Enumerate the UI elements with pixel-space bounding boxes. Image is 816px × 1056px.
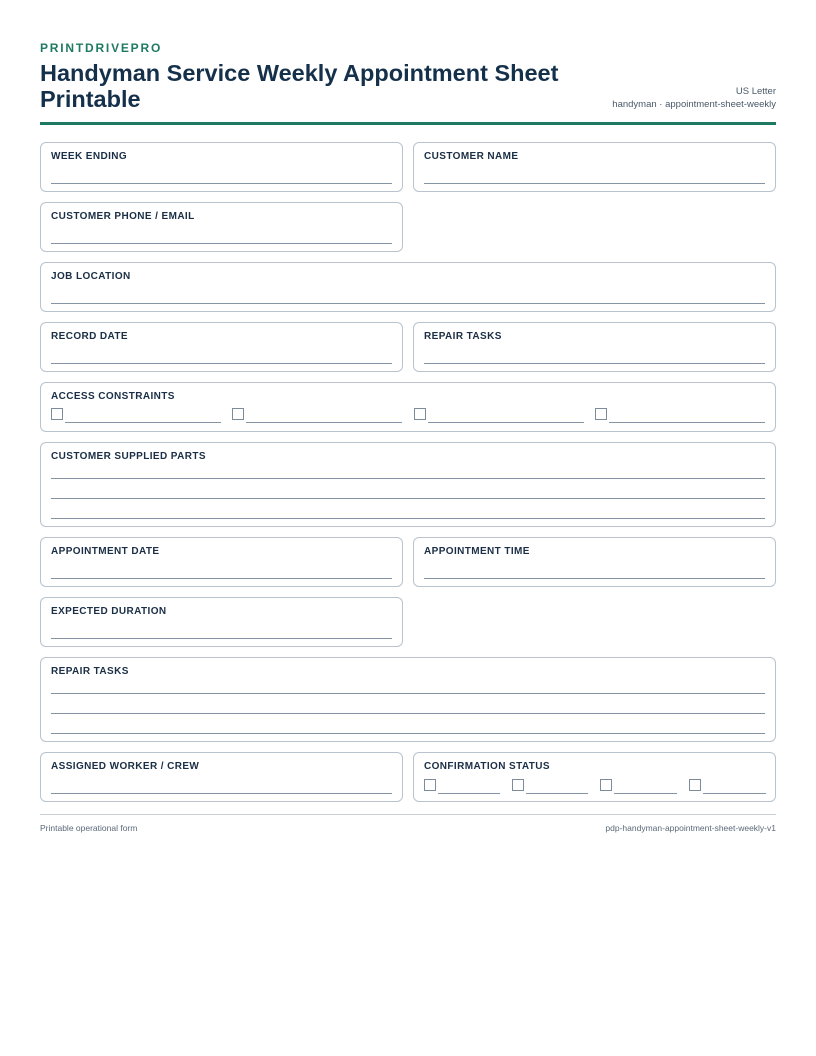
assigned-worker-crew-input-line[interactable] xyxy=(51,793,392,794)
header-divider xyxy=(40,122,776,125)
appointment-time-field xyxy=(413,537,776,587)
appointment-time-label: APPOINTMENT TIME xyxy=(424,546,530,557)
customer-name-field xyxy=(413,142,776,192)
customer-phone-email-label: CUSTOMER PHONE / EMAIL xyxy=(51,211,195,222)
job-location-label: JOB LOCATION xyxy=(51,271,131,282)
confirmation-checkbox-1[interactable] xyxy=(424,779,436,791)
access-constraints-field xyxy=(40,382,776,432)
access-constraint-checkbox-1[interactable] xyxy=(51,408,63,420)
repair-tasks-long-field xyxy=(40,657,776,742)
access-constraint-checkbox-3[interactable] xyxy=(414,408,426,420)
record-date-label: RECORD DATE xyxy=(51,331,128,342)
confirmation-line-2[interactable] xyxy=(526,793,588,794)
access-constraint-checkbox-2[interactable] xyxy=(232,408,244,420)
footer-divider xyxy=(40,814,776,815)
brand-name: PRINTDRIVEPRO xyxy=(40,41,163,55)
assigned-worker-crew-label: ASSIGNED WORKER / CREW xyxy=(51,761,200,772)
form-id: pdp-handyman-appointment-sheet-weekly-v1 xyxy=(605,823,776,833)
access-constraint-line-1[interactable] xyxy=(65,422,221,423)
repair-tasks-long-label: REPAIR TASKS xyxy=(51,666,129,677)
customer-name-label: CUSTOMER NAME xyxy=(424,151,519,162)
expected-duration-field xyxy=(40,597,403,647)
confirmation-checkbox-4[interactable] xyxy=(689,779,701,791)
confirmation-line-3[interactable] xyxy=(614,793,677,794)
access-constraint-line-3[interactable] xyxy=(428,422,584,423)
repair-tasks-line-2[interactable] xyxy=(51,713,765,714)
customer-supplied-parts-field xyxy=(40,442,776,527)
job-location-field xyxy=(40,262,776,312)
expected-duration-input-line[interactable] xyxy=(51,638,392,639)
page-title: Handyman Service Weekly Appointment Sheet Printable xyxy=(40,60,559,112)
paper-size: US Letter xyxy=(735,86,776,97)
confirmation-status-field xyxy=(413,752,776,802)
repair-tasks-short-input-line[interactable] xyxy=(424,363,765,364)
customer-supplied-parts-line-2[interactable] xyxy=(51,498,765,499)
appointment-time-input-line[interactable] xyxy=(424,578,765,579)
week-ending-field xyxy=(40,142,403,192)
customer-supplied-parts-line-3[interactable] xyxy=(51,518,765,519)
repair-tasks-short-field xyxy=(413,322,776,372)
confirmation-checkbox-2[interactable] xyxy=(512,779,524,791)
job-location-input-line[interactable] xyxy=(51,303,765,304)
assigned-worker-crew-field xyxy=(40,752,403,802)
access-constraints-label: ACCESS CONSTRAINTS xyxy=(51,391,175,402)
access-constraint-checkbox-4[interactable] xyxy=(595,408,607,420)
appointment-date-label: APPOINTMENT DATE xyxy=(51,546,160,557)
confirmation-line-4[interactable] xyxy=(703,793,766,794)
customer-name-input-line[interactable] xyxy=(424,183,765,184)
customer-phone-email-input-line[interactable] xyxy=(51,243,392,244)
repair-tasks-line-1[interactable] xyxy=(51,693,765,694)
appointment-date-field xyxy=(40,537,403,587)
confirmation-checkbox-3[interactable] xyxy=(600,779,612,791)
record-date-input-line[interactable] xyxy=(51,363,392,364)
customer-phone-email-field xyxy=(40,202,403,252)
repair-tasks-line-3[interactable] xyxy=(51,733,765,734)
confirmation-status-label: CONFIRMATION STATUS xyxy=(424,761,550,772)
confirmation-line-1[interactable] xyxy=(438,793,500,794)
appointment-date-input-line[interactable] xyxy=(51,578,392,579)
document-meta xyxy=(612,85,776,111)
customer-supplied-parts-label: CUSTOMER SUPPLIED PARTS xyxy=(51,451,206,462)
access-constraint-line-2[interactable] xyxy=(246,422,402,423)
footer-description: Printable operational form xyxy=(40,823,138,833)
repair-tasks-short-label: REPAIR TASKS xyxy=(424,331,502,342)
access-constraint-line-4[interactable] xyxy=(609,422,765,423)
week-ending-label: WEEK ENDING xyxy=(51,151,128,162)
week-ending-input-line[interactable] xyxy=(51,183,392,184)
record-date-field xyxy=(40,322,403,372)
customer-supplied-parts-line-1[interactable] xyxy=(51,478,765,479)
document-slug: handyman · appointment-sheet-weekly xyxy=(612,99,776,110)
expected-duration-label: EXPECTED DURATION xyxy=(51,606,167,617)
